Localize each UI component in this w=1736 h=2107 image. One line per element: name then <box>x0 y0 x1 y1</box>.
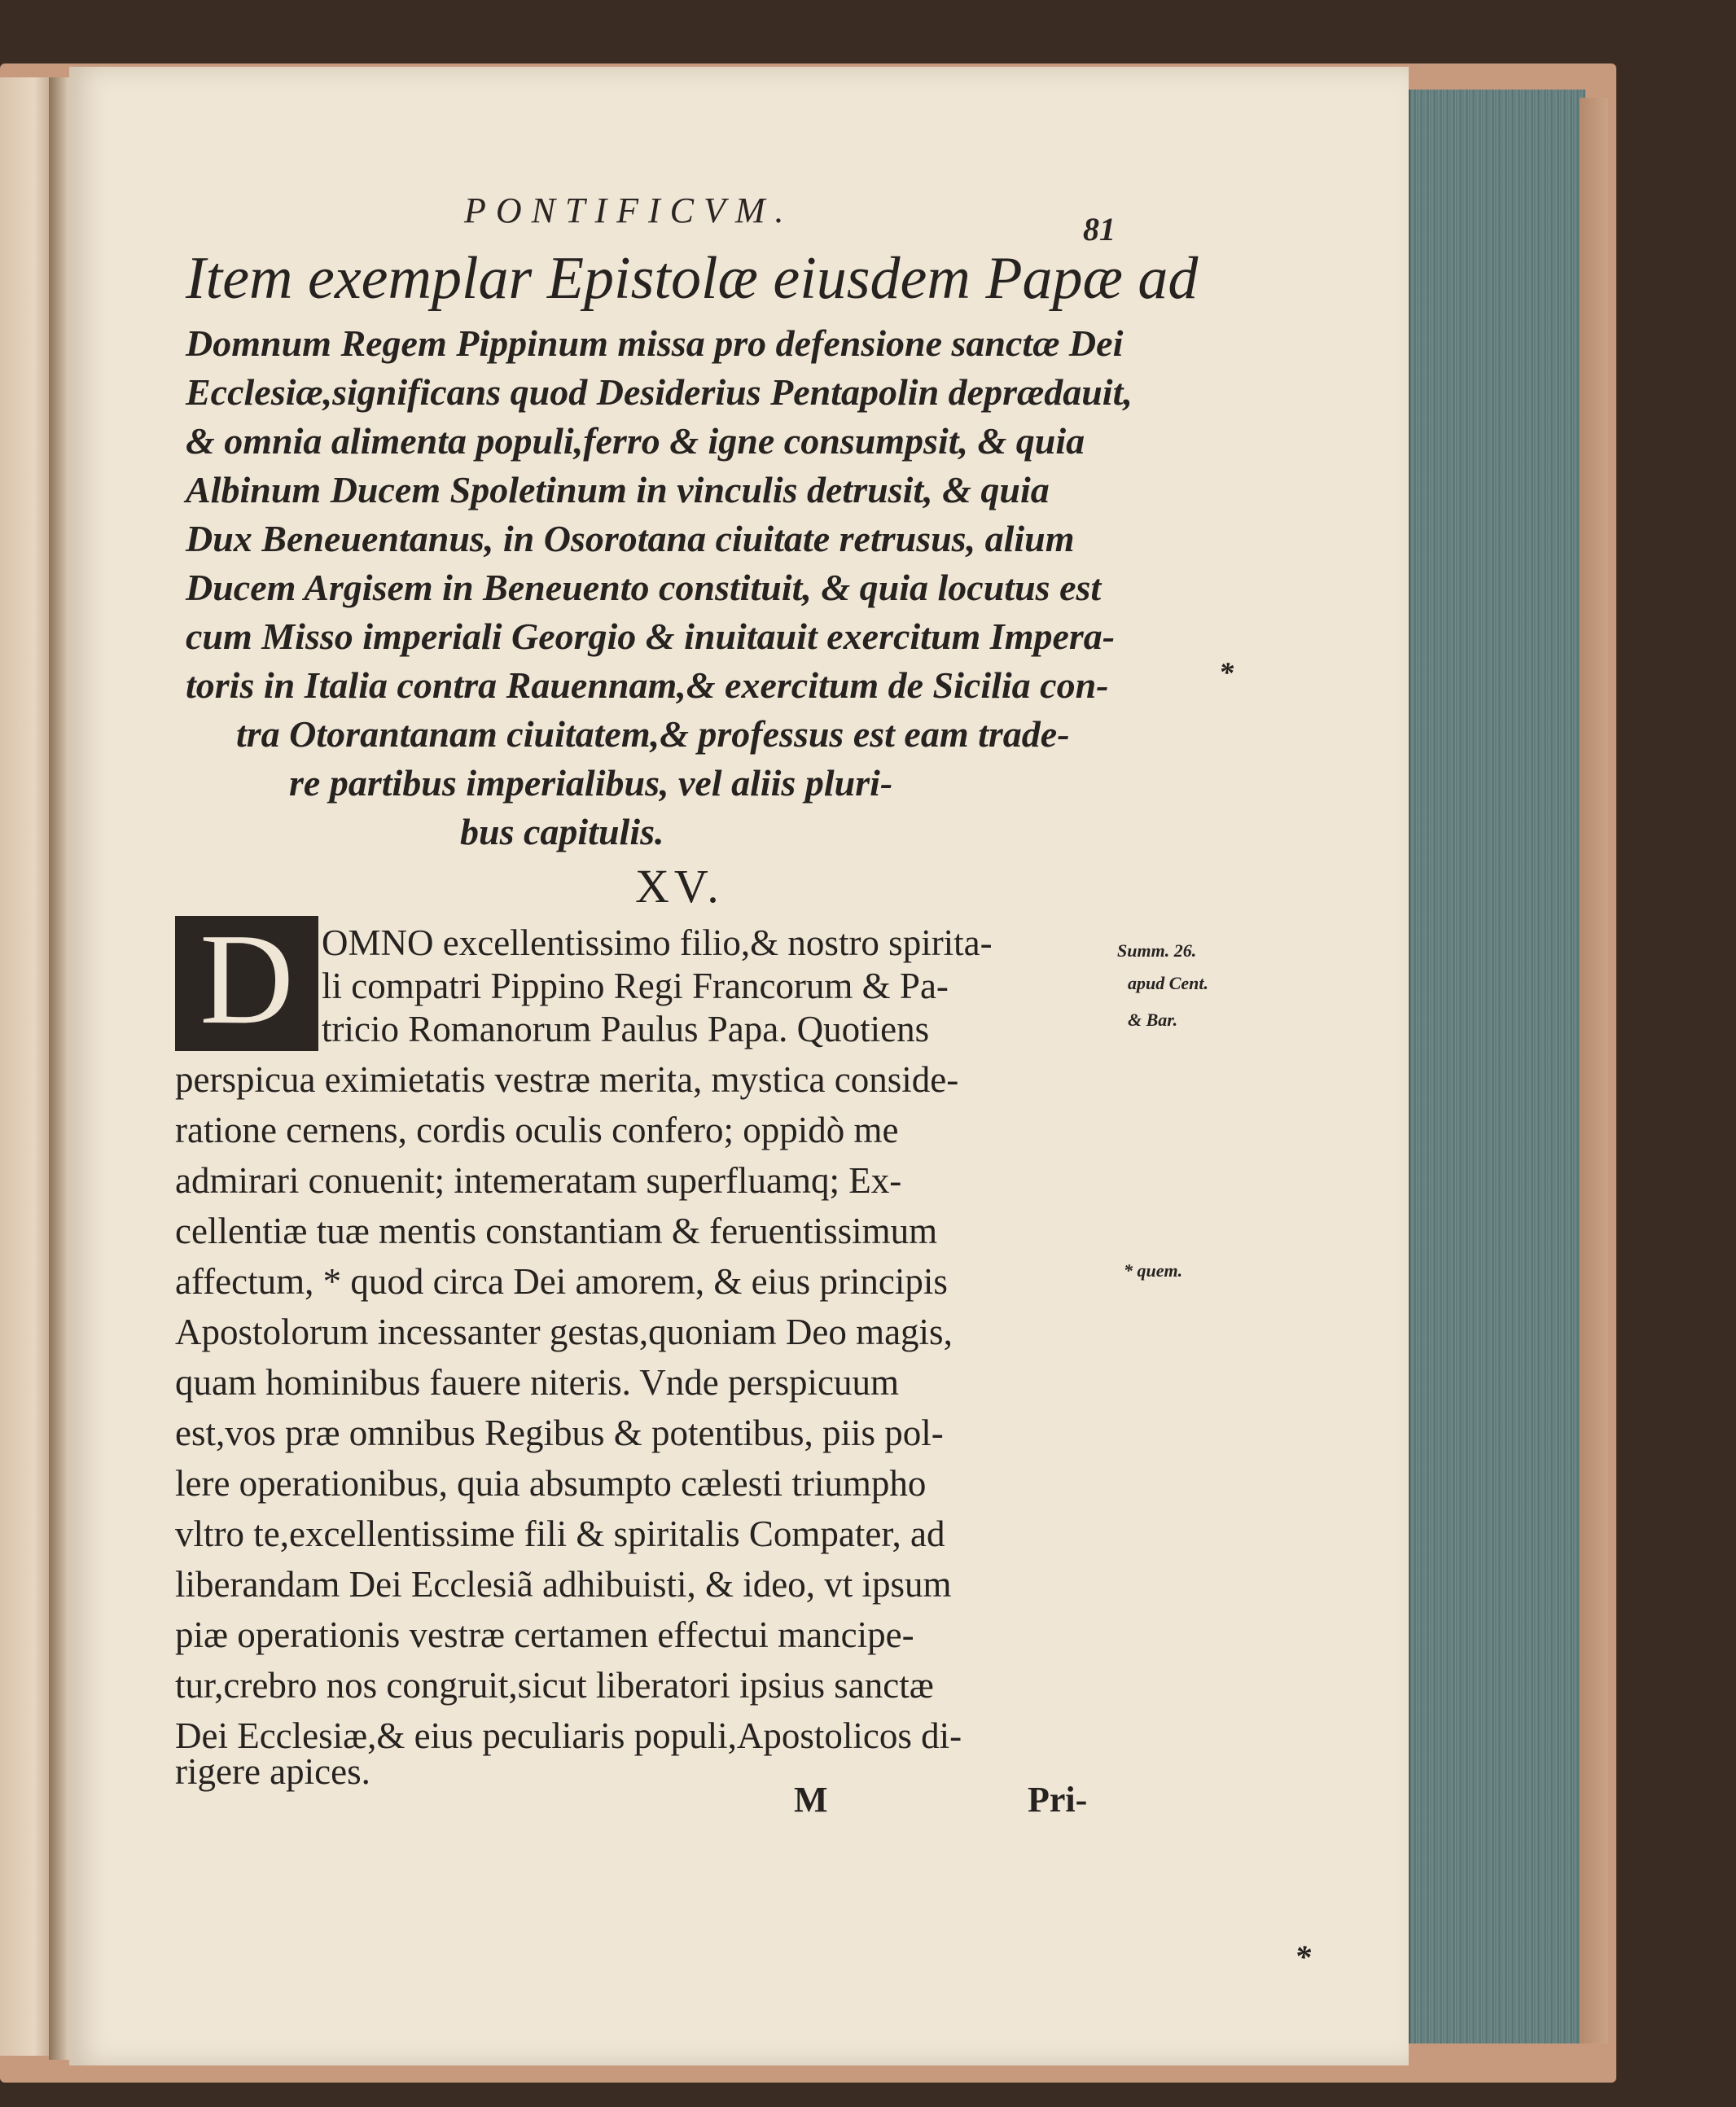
summary-line: toris in Italia contra Rauennam,& exercitum de Sicilia con- <box>186 664 1109 706</box>
body-line: Apostolorum incessanter gestas,quoniam Deo magis, <box>175 1312 953 1352</box>
margin-asterisk: * <box>1295 1938 1311 1975</box>
decorated-initial <box>175 906 318 1051</box>
margin-reference: & Bar. <box>1128 1010 1178 1030</box>
initial-letter: D <box>199 906 294 1051</box>
body-line: vltro te,excellentissime fili & spiritalis Compater, ad <box>175 1513 945 1554</box>
summary-line: cum Misso imperiali Georgio & inuitauit exercitum Impera- <box>186 615 1116 657</box>
summary-line: Domnum Regem Pippinum missa pro defensione sanctæ Dei <box>186 322 1124 364</box>
page-number: 81 <box>1083 211 1116 247</box>
body-line: Dei Ecclesiæ,& eius peculiaris populi,Apostolicos di- <box>175 1715 962 1756</box>
body-line: est,vos præ omnibus Regibus & potentibus, piis pol- <box>175 1413 944 1453</box>
signature-mark: M <box>794 1780 828 1820</box>
page-edges <box>1407 90 1585 2043</box>
section-numeral: XV. <box>635 860 724 913</box>
margin-reference: apud Cent. <box>1128 973 1209 993</box>
margin-correction: * quem. <box>1124 1260 1183 1281</box>
body-line: rigere apices. <box>175 1751 370 1792</box>
body-line: cellentiæ tuæ mentis constantiam & feruentissimum <box>175 1211 938 1251</box>
body-line: quam hominibus fauere niteris. Vnde perspicuum <box>175 1362 899 1403</box>
body-line: piæ operationis vestræ certamen effectui mancipe- <box>175 1614 914 1655</box>
body-line: lere operationibus, quia absumpto cælesti triumpho <box>175 1463 927 1504</box>
body-line: li compatri Pippino Regi Francorum & Pa- <box>322 966 949 1006</box>
summary-line: Ducem Argisem in Beneuento constituit, & quia locutus est <box>186 567 1102 608</box>
summary-line: bus capitulis. <box>460 811 664 852</box>
body-line: admirari conuenit; intemeratam superfluamq; Ex- <box>175 1160 902 1201</box>
body-line: perspicua eximietatis vestræ merita, mystica conside- <box>175 1059 959 1100</box>
body-line: OMNO excellentissimo filio,& nostro spirita- <box>322 922 993 963</box>
body-line: affectum, * quod circa Dei amorem, & eius principis <box>175 1261 948 1302</box>
body-line: ratione cernens, cordis oculis confero; oppidò me <box>175 1110 899 1150</box>
cover-edge <box>1580 98 1608 2043</box>
summary-line: re partibus imperialibus, vel aliis pluri- <box>289 762 893 804</box>
body-line: tricio Romanorum Paulus Papa. Quotiens <box>322 1009 930 1049</box>
running-head: PONTIFICVM. <box>464 191 794 230</box>
body-line: tur,crebro nos congruit,sicut liberatori ipsius sanctæ <box>175 1665 934 1706</box>
margin-asterisk: * <box>1219 656 1234 689</box>
body-line: liberandam Dei Ecclesiã adhibuisti, & ideo, vt ipsum <box>175 1564 952 1605</box>
summary-line: Ecclesiæ,significans quod Desiderius Pentapolin deprædauit, <box>186 371 1133 413</box>
catchword: Pri- <box>1028 1780 1088 1820</box>
summary-line: Dux Beneuentanus, in Osorotana ciuitate retrusus, alium <box>186 518 1075 559</box>
summary-line: & omnia alimenta populi,ferro & igne consumpsit, & quia <box>186 420 1085 462</box>
margin-reference: Summ. 26. <box>1117 940 1197 961</box>
summary-line: tra Otorantanam ciuitatem,& professus est eam trade- <box>236 713 1070 755</box>
summary-line: Albinum Ducem Spoletinum in vinculis detrusit, & quia <box>186 469 1050 510</box>
summary-title: Item exemplar Epistolæ eiusdem Papæ ad <box>186 245 1199 312</box>
